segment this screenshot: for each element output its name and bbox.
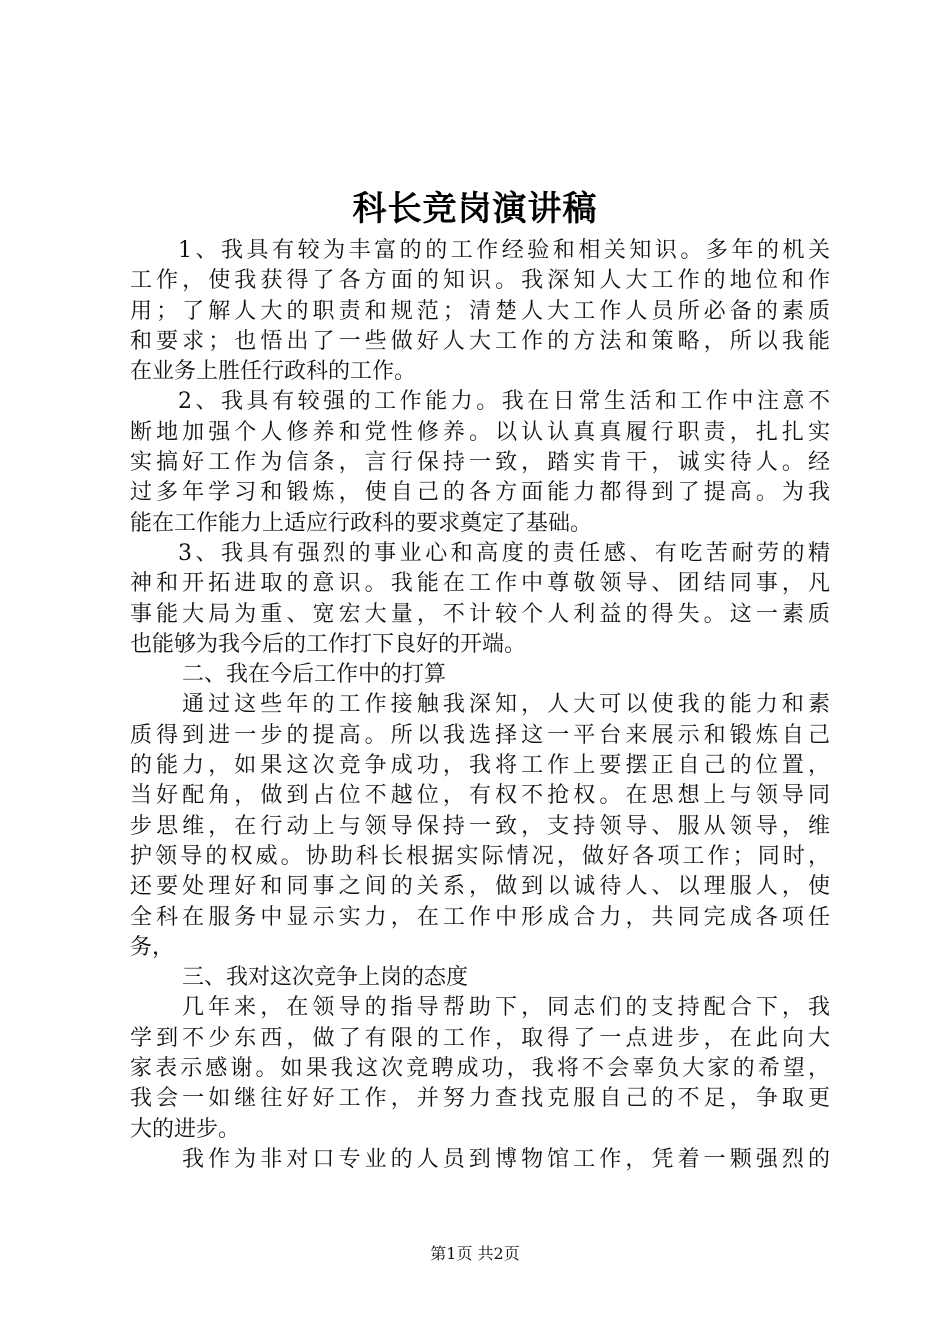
paragraph-line: 大的进步。 — [130, 1116, 241, 1142]
section-heading: 三、我对这次竞争上岗的态度 — [182, 965, 469, 991]
paragraph-line: 步思维，在行动上与领导保持一致，支持领导、服从领导，维 — [130, 813, 830, 839]
paragraph-line: 3、我具有强烈的事业心和高度的责任感、有吃苦耐劳的精 — [178, 540, 830, 566]
paragraph-line: 我作为非对口专业的人员到博物馆工作，凭着一颗强烈的 — [182, 1146, 830, 1172]
paragraph-line: 当好配角，做到占位不越位，有权不抢权。在思想上与领导同 — [130, 783, 830, 809]
paragraph-line: 也能够为我今后的工作打下良好的开端。 — [130, 631, 527, 657]
paragraph-line: 过多年学习和锻炼，使自己的各方面能力都得到了提高。为我 — [130, 480, 830, 506]
paragraph-line: 几年来，在领导的指导帮助下，同志们的支持配合下，我 — [182, 995, 830, 1021]
paragraph-line: 全科在服务中显示实力，在工作中形成合力，共同完成各项任 — [130, 904, 830, 930]
paragraph-line: 的能力，如果这次竞争成功，我将工作上要摆正自己的位置， — [130, 753, 830, 779]
paragraph-line: 通过这些年的工作接触我深知，人大可以使我的能力和素 — [182, 692, 830, 718]
paragraph-line: 还要处理好和同事之间的关系，做到以诚待人、以理服人，使 — [130, 874, 830, 900]
paragraph-line: 事能大局为重、宽宏大量，不计较个人利益的得失。这一素质 — [130, 601, 830, 627]
paragraph-line: 断地加强个人修养和党性修养。以认认真真履行职责，扎扎实 — [130, 419, 830, 445]
paragraph-line: 2、我具有较强的工作能力。我在日常生活和工作中注意不 — [178, 389, 830, 415]
document-body — [130, 236, 830, 1175]
paragraph-line: 和要求；也悟出了一些做好人大工作的方法和策略，所以我能 — [130, 328, 830, 354]
paragraph-line: 务， — [130, 934, 175, 960]
paragraph-line: 1、我具有较为丰富的的工作经验和相关知识。多年的机关 — [178, 238, 830, 263]
page-footer — [0, 1242, 950, 1266]
document-title: 科长竞岗演讲稿 — [352, 189, 598, 229]
paragraph-line: 实搞好工作为信条，言行保持一致，踏实肯干，诚实待人。经 — [130, 450, 830, 476]
page-number: 第1页 共2页 — [430, 1244, 520, 1263]
section-heading: 二、我在今后工作中的打算 — [182, 662, 447, 688]
paragraph-line: 质得到进一步的提高。所以我选择这一平台来展示和锻炼自己 — [130, 722, 830, 748]
paragraph-line: 学到不少东西，做了有限的工作，取得了一点进步，在此向大 — [130, 1025, 830, 1051]
paragraph-line: 能在工作能力上适应行政科的要求奠定了基础。 — [130, 510, 593, 536]
paragraph-line: 护领导的权威。协助科长根据实际情况，做好各项工作；同时， — [130, 843, 830, 869]
paragraph-line: 用；了解人大的职责和规范；清楚人大工作人员所必备的素质 — [130, 298, 830, 324]
paragraph-line: 在业务上胜任行政科的工作。 — [130, 359, 417, 385]
paragraph-line: 神和开拓进取的意识。我能在工作中尊敬领导、团结同事，凡 — [130, 571, 830, 597]
paragraph-line: 工作，使我获得了各方面的知识。我深知人大工作的地位和作 — [130, 268, 830, 294]
paragraph-line: 家表示感谢。如果我这次竞聘成功，我将不会辜负大家的希望， — [130, 1056, 830, 1082]
paragraph-line: 我会一如继往好好工作，并努力查找克服自己的不足，争取更 — [130, 1086, 830, 1112]
